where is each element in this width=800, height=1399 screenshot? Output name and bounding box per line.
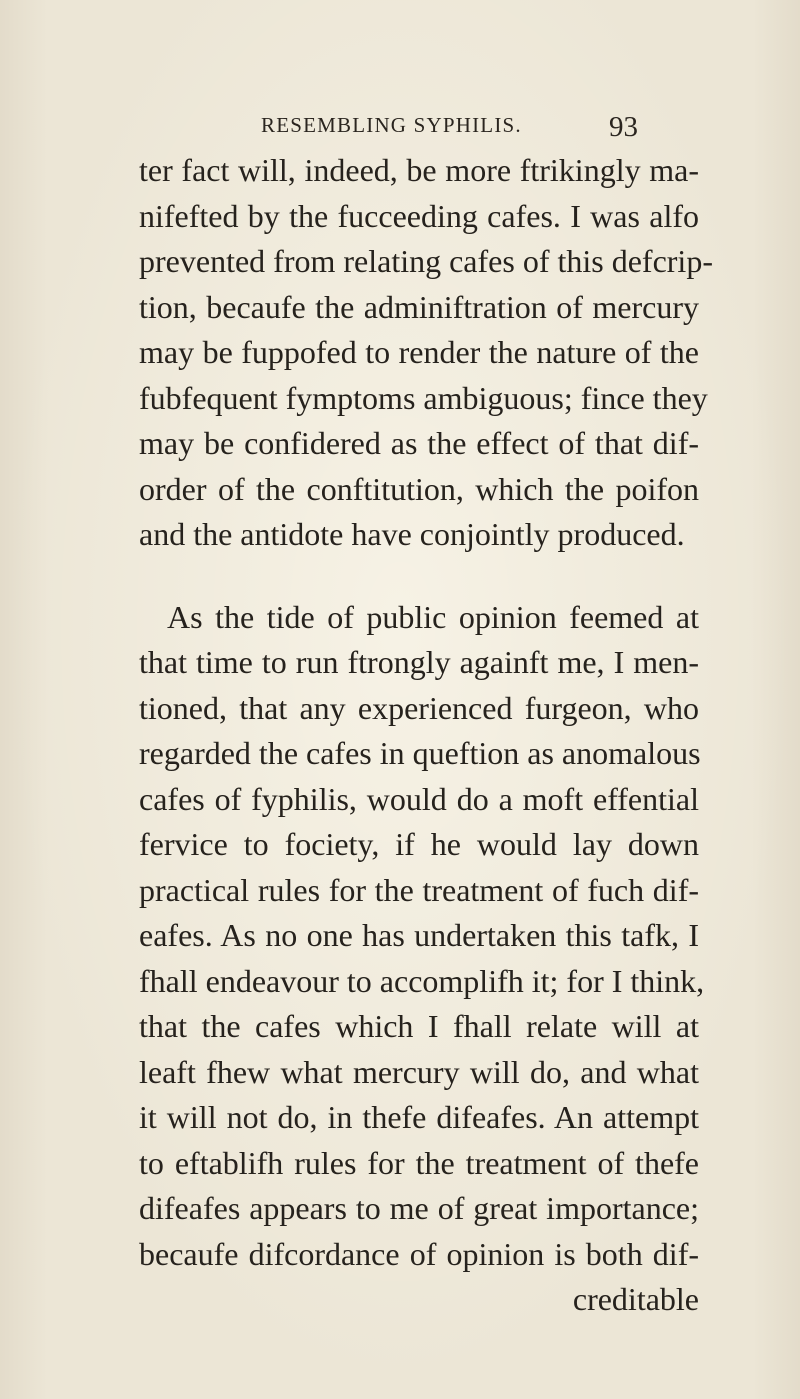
paragraph-1 [139,148,713,558]
running-title: RESEMBLING SYPHILIS. [261,113,522,137]
body-text [139,148,713,1323]
text-line: it will not do, in thefe difeafes. An attempt [139,1099,699,1135]
text-line: prevented from relating cafes of this defcrip- [139,243,713,279]
text-line: As the tide of public opinion feemed at [167,598,699,635]
paragraph-gap [139,558,699,595]
text-line: fhall endeavour to accomplifh it; for I think, [139,962,705,999]
text-line: becaufe difcordance of opinion is both dif- [139,1235,699,1272]
text-line: that the cafes which I fhall relate will at [139,1008,699,1044]
text-line: nifefted by the fucceeding cafes. I was alfo [139,197,699,234]
text-line: tioned, that any experienced furgeon, who [139,689,699,726]
text-line: and the antidote have conjointly produced. [139,516,685,552]
running-head [0,113,800,143]
text-line: may be fuppofed to render the nature of the [139,334,699,370]
text-line: practical rules for the treatment of fuch dif- [139,871,699,908]
text-line: leaft fhew what mercury will do, and what [139,1053,699,1090]
text-line: cafes of fyphilis, would do a moft effential [139,780,699,817]
text-line: may be confidered as the effect of that dif- [139,425,699,461]
text-line: that time to run ftrongly againft me, I men- [139,644,699,680]
text-line: difeafes appears to me of great importance; [139,1190,699,1226]
text-line: regarded the cafes in queftion as anomalous [139,735,701,771]
text-line: order of the conftitution, which the poifon [139,470,699,507]
catchword: creditable [572,1281,699,1317]
text-line: to eftablifh rules for the treatment of thefe [139,1144,699,1181]
text-line: eafes. As no one has undertaken this tafk, I [139,917,699,953]
text-line: tion, becaufe the adminiftration of mercury [139,288,699,325]
text-line: fubfequent fymptoms ambiguous; fince they [139,379,708,416]
page-number: 93 [609,111,638,143]
paragraph-2 [139,595,705,1278]
text-line: ter fact will, indeed, be more ftrikingly ma- [139,152,699,188]
text-line: fervice to fociety, if he would lay down [139,826,699,862]
